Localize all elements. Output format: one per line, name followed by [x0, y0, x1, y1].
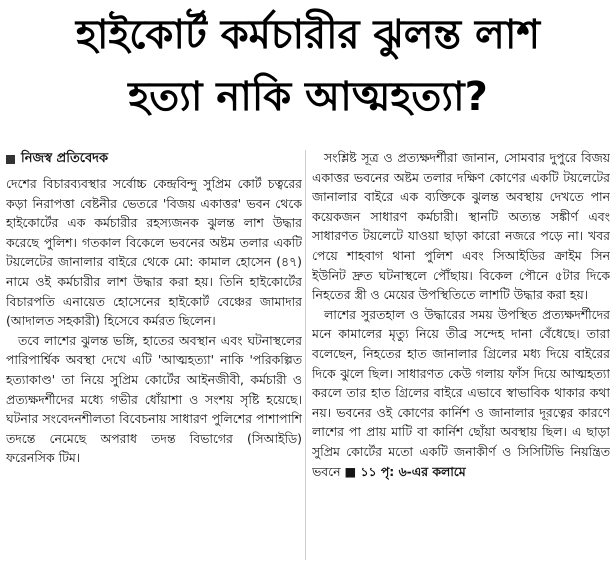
continuation-jump: ■ ১১ পৃ: ৬-এর কলামে	[344, 463, 466, 479]
headline-line-1: হাইকোর্ট কর্মচারীর ঝুলন্ত লাশ	[75, 12, 541, 58]
left-paragraph-1: দেশের বিচারব্যবস্থার সর্বোচ্চ কেন্দ্রবিন্দু সুপ্রিম কোর্ট চত্বরের কড়া নিরাপত্তা বেষ্টনীর ভেতরে 'বিজয় একাত্তর' ভবন থেকে হাইকোর্টের এক কর্মচারীর রহস্যজনক ঝুলন্ত লাশ উদ্ধার করেছে পুলিশ। গতকাল বিকেলে ভবনের অষ্টম তলার একটি টয়লেটের জানালার বাইরে থেকে মো: কামাল হোসেন (৪৭) নামে ওই কর্মচারীর লাশ উদ্ধার করা হয়। তিনি হাইকোর্টের বিচারপতি এনায়েত হোসেনের হাইকোর্ট বেঞ্চের জামাদার (আদালত সহকারী) হিসেবে কর্মরত ছিলেন।	[6, 176, 302, 329]
right-paragraph-1: সংশ্লিষ্ট সূত্র ও প্রত্যক্ষদর্শীরা জানান, সোমবার দুপুরে বিজয় একাত্তর ভবনের অষ্টম তলার দক্ষিণ কোণের একটি টয়লেটের জানালার বাইরে এক ব্যক্তিকে ঝুলন্ত অবস্থায় দেখতে পান কয়েকজন সাধারণ কর্মচারী। স্থানটি অত্যন্ত সঙ্কীর্ণ এবং সাধারণত টয়লেটে যাওয়া ছাড়া কারো নজরে পড়ে না। খবর পেয়ে শাহবাগ থানা পুলিশ এবং সিআইডির ক্রাইম সিন ইউনিট দ্রুত ঘটনাস্থলে পৌঁছায়। বিকেল পৌনে ৫টার দিকে নিহতের স্ত্রী ও মেয়ের উপস্থিতিতে লাশটি উদ্ধার করা হয়।	[312, 150, 610, 303]
right-paragraph-2	[312, 305, 610, 481]
byline-square-icon	[6, 155, 15, 164]
column-divider	[305, 150, 306, 560]
left-column	[6, 148, 302, 563]
byline	[6, 148, 302, 170]
headline-line-2: হত্যা নাকি আত্মহত্যা?	[128, 74, 488, 120]
byline-text: নিজস্ব প্রতিবেদক	[21, 151, 109, 167]
right-paragraph-2-text: লাশের সুরতহাল ও উদ্ধারের সময় উপস্থিত প্রত্যক্ষদর্শীদের মনে কামালের মৃত্যু নিয়ে তীব্র সন্দেহ দানা বেঁধেছে। তারা বলেছেন, নিহতের হাত জানালার গ্রিলের মধ্য দিয়ে বাইরের দিকে ঝুলে ছিল। সাধারণত কেউ গলায় ফাঁস দিয়ে আত্মহত্যা করলে তার হাত গ্রিলের বাইরে এভাবে স্বাভাবিক থাকার কথা নয়। ভবনের ওই কোণের কার্নিশ ও জানালার দূরত্বের কারণে লাশের পা প্রায় মাটি বা কার্নিশ ছোঁয়া অবস্থায় ছিল। এ ছাড়া সুপ্রিম কোর্টের মতো একটি জনাকীর্ণ ও সিসিটিভি নিয়ন্ত্রিত ভবনে	[312, 306, 610, 479]
left-paragraph-2: তবে লাশের ঝুলন্ত ভঙ্গি, হাতের অবস্থান এবং ঘটনাস্থলের পারিপার্শ্বিক অবস্থা দেখে এটি 'আত্মহত্যা' নাকি 'পরিকল্পিত হত্যাকাণ্ড' তা নিয়ে সুপ্রিম কোর্টের আইনজীবী, কর্মচারী ও প্রত্যক্ষদর্শীদের মধ্যে গভীর ধোঁয়াশা ও সংশয় সৃষ্টি হয়েছে। ঘটনার সংবেদনশীলতা বিবেচনায় সাধারণ পুলিশের পাশাপাশি তদন্তে নেমেছে অপরাধ তদন্ত বিভাগের (সিআইডি) ফরেনসিক টিম।	[6, 332, 302, 466]
right-column	[312, 148, 610, 563]
